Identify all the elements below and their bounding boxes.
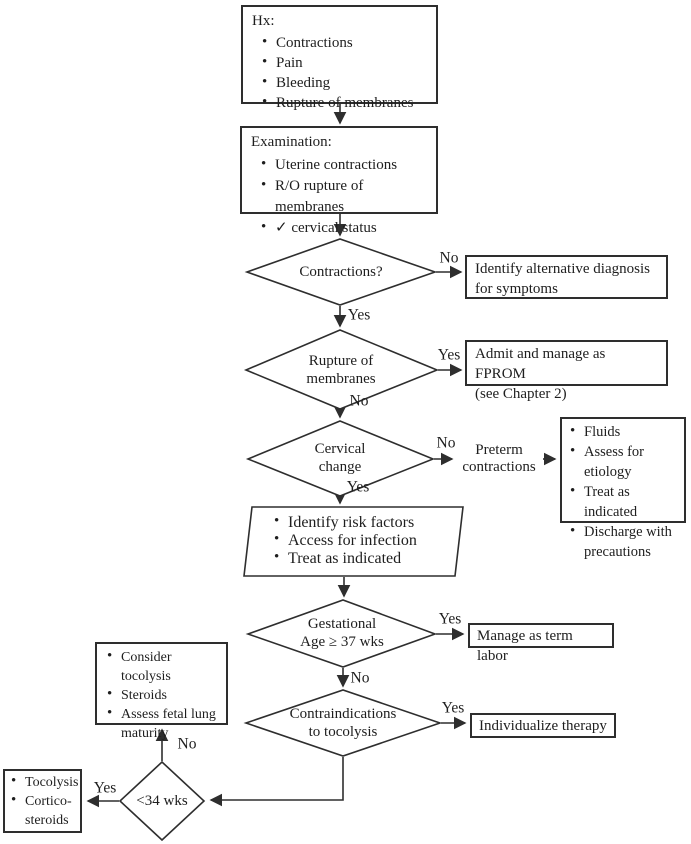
bullet-item: • Fluids [570,422,680,442]
bullet-item: • R/O rupture of membranes [261,176,432,218]
fprom-line1: Admit and manage as FPROM [475,346,606,382]
edge-label-rupture-no: No [349,392,369,410]
contractions-diamond-label: Contractions? [299,264,383,280]
bullet-item: • Pain [262,53,432,73]
edge-label-gestational-no: No [350,669,370,687]
fprom-box [465,340,668,402]
risk-list [258,512,454,568]
fluids-box [560,417,686,560]
bullet-item: • Cortico-steroids [11,792,76,830]
arrow-contraindications-no-to-less34 [211,757,343,800]
examination-list [242,153,436,239]
edge-label-gestational-yes: Yes [438,610,462,628]
examination-box [240,126,438,236]
edge-label-contraindications-yes: Yes [441,699,465,717]
gestational-diamond-label: Gestational Age ≥ 37 wks [300,616,384,650]
bullet-item: • Consider tocolysis [107,648,222,686]
bullet-item: • Tocolysis [11,773,76,792]
individualize-box [470,713,616,738]
hx-list [243,31,436,113]
alt-diagnosis-line1: Identify alternative diagnosis [475,261,650,277]
bullet-item: • Identify risk factors [274,514,450,532]
edge-label-less34-yes: Yes [93,779,117,797]
manage-term-label: Manage as term labor [477,628,573,664]
bullet-item: • Assess for etiology [570,442,680,482]
alt-diagnosis-line2: for symptoms [475,281,558,297]
edge-label-less34-no: No [177,735,197,753]
bullet-item: • Steroids [107,686,222,705]
manage-term-box [468,623,614,664]
tocolysis-list [5,771,80,830]
consider-tocolysis-box [95,642,228,741]
edge-label-contractions-no: No [439,249,459,267]
edge-label-rupture-yes: Yes [437,346,461,364]
individualize-label: Individualize therapy [479,718,607,734]
consider-list [97,644,226,743]
hx-title: Hx: [252,13,275,29]
bullet-item: • Access for infection [274,532,450,550]
cervical-diamond-label: Cervical change [314,441,366,475]
risk-parallelogram-content [258,512,454,568]
fprom-line2: (see Chapter 2) [475,386,567,402]
fluids-list [562,419,684,562]
alt-diagnosis-box [465,255,668,299]
rupture-diamond-label: Rupture of membranes [306,353,376,387]
contraindications-diamond-label: Contraindications to tocolysis [289,706,397,740]
edge-label-cervical-no: No [436,434,456,452]
bullet-item: • Discharge with precautions [570,522,680,562]
less34-diamond-label: <34 wks [136,793,188,809]
hx-box [241,5,438,111]
bullet-item: • Uterine contractions [261,155,432,176]
bullet-item: • Contractions [262,33,432,53]
bullet-item: • ✓ cervical status [261,218,432,239]
bullet-item: • Bleeding [262,73,432,93]
edge-label-contractions-yes: Yes [347,306,371,324]
bullet-item: • Rupture of membranes [262,93,432,113]
preterm-contractions-label: Preterm contractions [462,442,536,475]
bullet-item: • Assess fetal lung maturity [107,705,222,743]
tocolysis-box [3,769,82,833]
bullet-item: • Treat as indicated [570,482,680,522]
examination-title: Examination: [251,134,332,150]
bullet-item: • Treat as indicated [274,550,450,568]
edge-label-cervical-yes: Yes [346,478,370,496]
